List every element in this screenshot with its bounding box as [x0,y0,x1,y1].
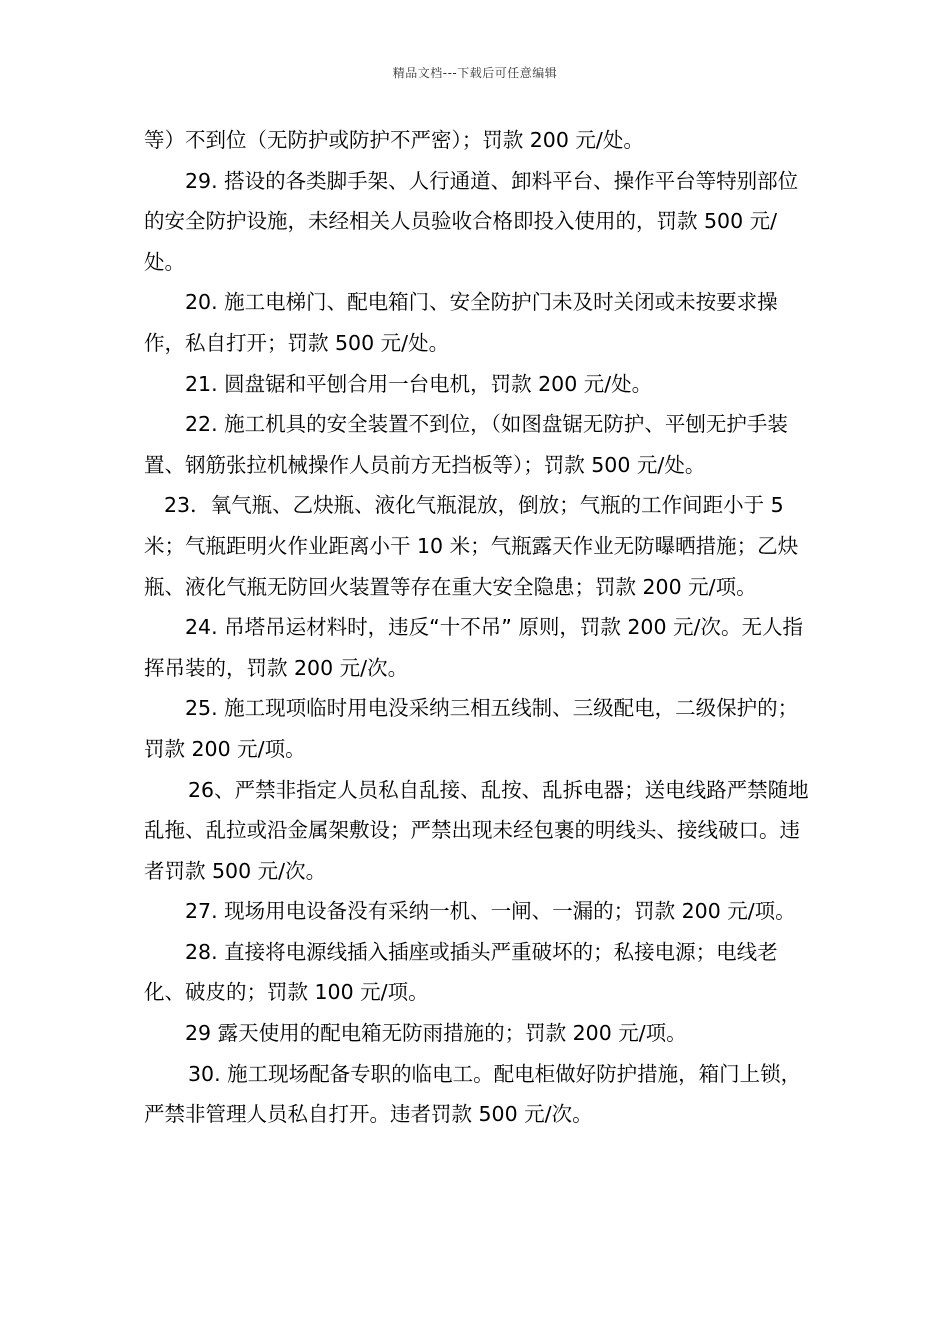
paragraph-item-30: 30. 施工现场配备专职的临电工。配电柜做好防护措施，箱门上锁，严禁非管理人员私自打开。违者罚款 500 元/次。 [144,1061,802,1127]
page-header: 精品文档---下载后可任意编辑 [392,66,558,80]
paragraph-item-29-scaffold: 29. 搭设的各类脚手架、人行通道、卸料平台、操作平台等特别部位的安全防护设施，未经相关人员验收合格即投入使用的，罚款 500 元/处。 [144,168,799,274]
paragraph-item-29-rain: 29 露天使用的配电箱无防雨措施的；罚款 200 元/项。 [185,1021,687,1046]
paragraph-continuation: 等）不到位（无防护或防护不严密）；罚款 200 元/处。 [144,128,644,152]
paragraph-item-25: 25. 施工现项临时用电没采纳三相五线制、三级配电，二级保护的；罚款 200 元/项。 [144,696,799,761]
paragraph-item-24: 24. 吊塔吊运材料时，违反“十不吊” 原则，罚款 200 元/次。无人指挥吊装的，罚款 200 元/次。 [144,615,803,680]
paragraph-item-21: 21. 圆盘锯和平刨合用一台电机，罚款 200 元/处。 [185,371,653,396]
paragraph-item-20: 20. 施工电梯门、配电箱门、安全防护门未及时关闭或未按要求操作，私自打开；罚款 500 元/处。 [144,290,778,355]
paragraph-item-28: 28. 直接将电源线插入插座或插头严重破坏的；私接电源；电线老化、破皮的；罚款 100 元/项。 [144,939,778,1005]
document-body [144,120,814,1135]
paragraph-item-26: 26、严禁非指定人员私自乱接、乱按、乱拆电器；送电线路严禁随地乱拖、乱拉或沿金属架敷设；严禁出现未经包裹的明线头、接线破口。违者罚款 500 元/次。 [144,777,809,883]
paragraph-item-27: 27. 现场用电设备没有采纳一机、一闸、一漏的；罚款 200 元/项。 [185,899,796,924]
paragraph-item-22: 22. 施工机具的安全装置不到位，（如图盘锯无防护、平刨无护手装置、钢筋张拉机械操作人员前方无挡板等）；罚款 500 元/处。 [144,412,788,477]
paragraph-item-23: 23．氧气瓶、乙炔瓶、液化气瓶混放，倒放；气瓶的工作间距小于 5 米；气瓶距明火作业距离小干 10 米；气瓶露天作业无防曝晒措施；乙炔瓶、液化气瓶无防回火装置等存在重大安全隐患；罚款 200 元/项。 [144,493,799,599]
